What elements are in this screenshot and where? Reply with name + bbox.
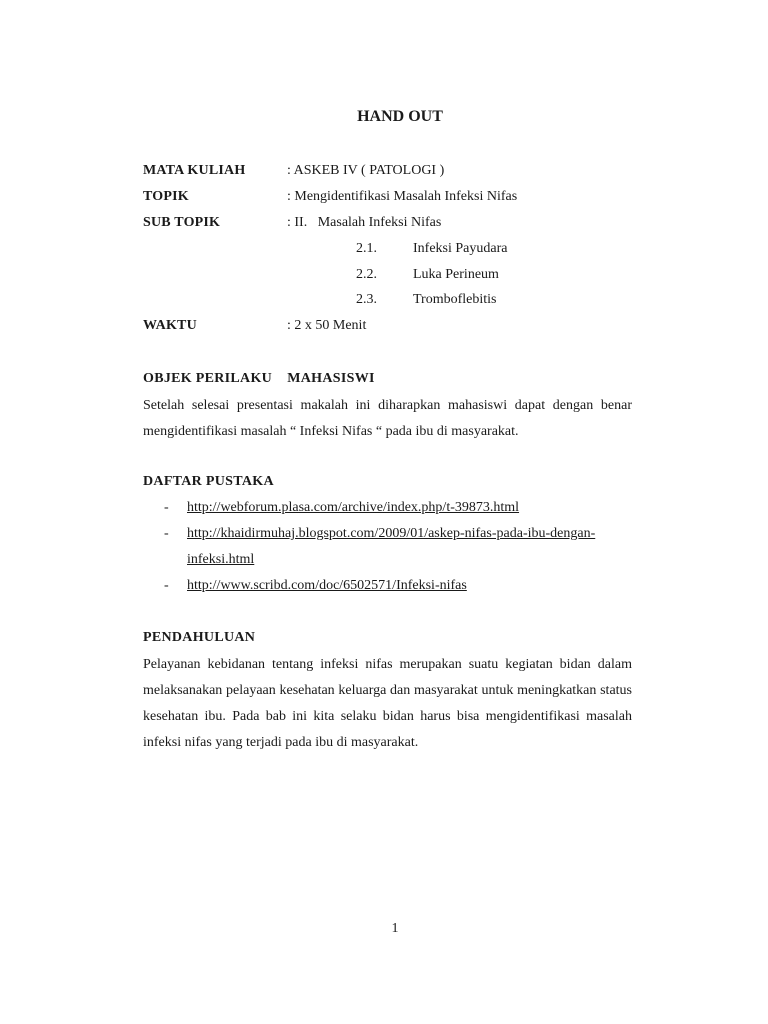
subtopic-item: Luka Perineum bbox=[413, 267, 499, 282]
topic-value: : Mengidentifikasi Masalah Infeksi Nifas bbox=[287, 189, 518, 204]
page-number: 1 bbox=[391, 921, 399, 936]
subtopic-item: Tromboflebitis bbox=[413, 292, 497, 307]
objectives-heading: OBJEK PERILAKU MAHASISWI bbox=[143, 371, 375, 386]
list-bullet: - bbox=[164, 526, 169, 541]
subtopic-number: 2.3. bbox=[356, 292, 377, 307]
subtopic-item: Infeksi Payudara bbox=[413, 241, 508, 256]
time-label: WAKTU bbox=[143, 318, 197, 333]
introduction-paragraph: Pelayanan kebidanan tentang infeksi nifas merupakan suatu kegiatan bidan dalam melaksanakan pelayaan kesehatan keluarga dan masyarakat untuk meningkatkan status kesehatan ibu. Pada bab ini kita selaku bidan harus bisa mengidentifikasi masalah infeksi nifas yang terjadi pada ibu di masyarakat. bbox=[143, 657, 632, 750]
reference-link-continuation[interactable]: infeksi.html bbox=[187, 552, 255, 567]
references-heading: DAFTAR PUSTAKA bbox=[143, 474, 274, 489]
subtopic-value: : II. Masalah Infeksi Nifas bbox=[287, 215, 442, 230]
reference-link[interactable]: http://www.scribd.com/doc/6502571/Infeksi-nifas bbox=[187, 578, 467, 593]
reference-link[interactable]: http://webforum.plasa.com/archive/index.php/t-39873.html bbox=[187, 500, 520, 515]
time-value: : 2 x 50 Menit bbox=[287, 318, 367, 333]
course-value: : ASKEB IV ( PATOLOGI ) bbox=[287, 163, 445, 178]
reference-link[interactable]: http://khaidirmuhaj.blogspot.com/2009/01/askep-nifas-pada-ibu-dengan- bbox=[187, 526, 596, 541]
list-bullet: - bbox=[164, 578, 169, 593]
page-title: HAND OUT bbox=[357, 108, 443, 125]
course-label: MATA KULIAH bbox=[143, 163, 246, 178]
introduction-heading: PENDAHULUAN bbox=[143, 630, 256, 645]
objectives-paragraph: Setelah selesai presentasi makalah ini diharapkan mahasiswi dapat dengan benar mengidentifikasi masalah “ Infeksi Nifas “ pada ibu di masyarakat. bbox=[143, 398, 632, 439]
list-bullet: - bbox=[164, 500, 169, 515]
subtopic-number: 2.2. bbox=[356, 267, 377, 282]
topic-label: TOPIK bbox=[143, 189, 189, 204]
subtopic-number: 2.1. bbox=[356, 241, 377, 256]
subtopic-label: SUB TOPIK bbox=[143, 215, 221, 230]
